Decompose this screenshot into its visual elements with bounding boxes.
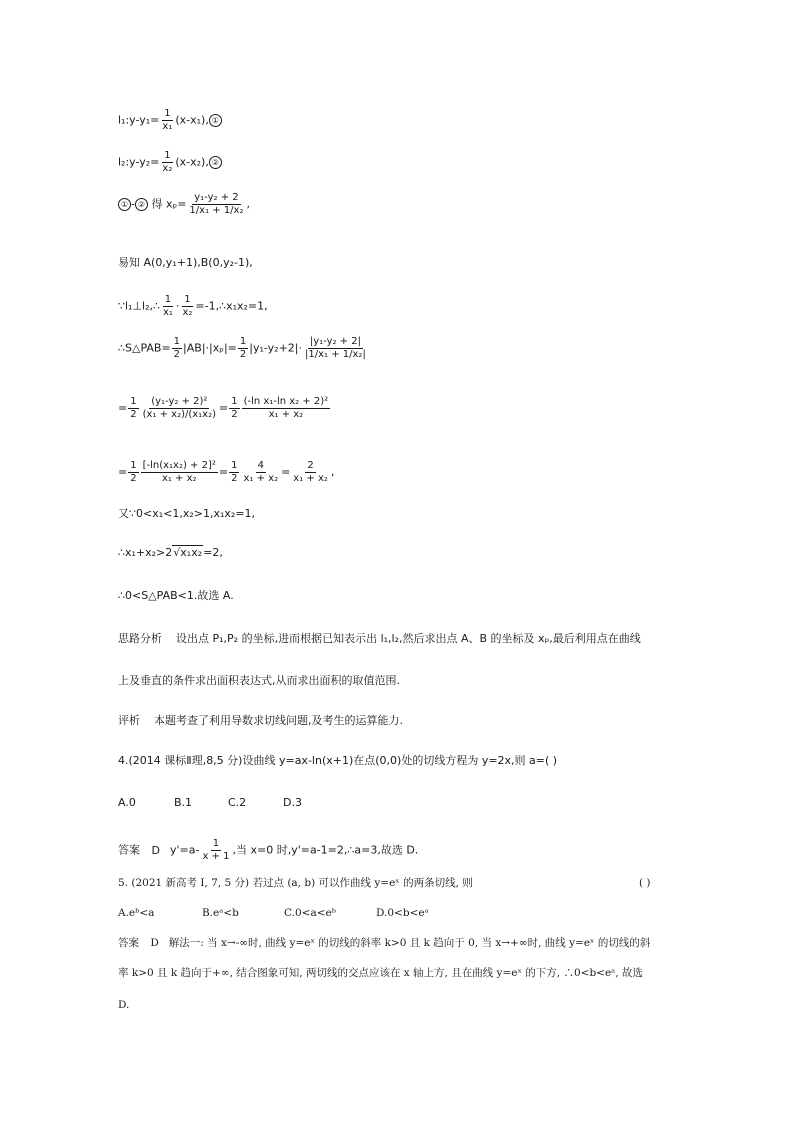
numerator: 4: [257, 460, 264, 471]
option-d: D.0<b<eᵃ: [376, 907, 429, 919]
numerator: [-ln(x₁x₂) + 2]²: [142, 460, 216, 471]
fraction: [141, 460, 218, 485]
fraction: [160, 108, 174, 133]
circled-number: ①: [118, 198, 131, 211]
numerator: (y₁-y₂ + 2)²: [151, 396, 208, 407]
eq-text: =: [118, 401, 128, 415]
denominator: |1/x₁ + 1/x₂|: [305, 349, 366, 360]
eq-text: ∴S△PAB=: [118, 341, 171, 355]
fraction: [180, 294, 194, 319]
denominator: 2: [173, 349, 181, 360]
denominator: x₁ + x₂: [293, 473, 328, 484]
eq-text: =-1,∴x₁x₂=1,: [195, 299, 268, 313]
eq-text: =2,: [203, 546, 223, 559]
area-expression: [118, 336, 369, 361]
question-5-answer-line-1: [118, 936, 650, 950]
answer-label: 答案: [118, 843, 140, 857]
eq-text: =: [118, 465, 128, 479]
option-b: B.1: [174, 796, 193, 809]
option-c: C.2: [228, 796, 247, 809]
tangent-l2-equation: [118, 150, 222, 175]
numerator: 1: [164, 294, 172, 305]
fraction: [161, 294, 175, 319]
perpendicular-condition: [118, 294, 268, 319]
fraction: [141, 396, 218, 421]
fraction: [303, 336, 368, 361]
denominator: x + 1: [202, 851, 230, 862]
eq-text: -: [131, 197, 135, 211]
numerator: 1: [231, 396, 238, 407]
eq-text: y'=a-: [169, 843, 200, 857]
analysis-text: 设出点 P₁,P₂ 的坐标,进而根据已知表示出 l₁,l₂,然后求出点 A、B 的坐标及 xₚ,最后利用点在曲线: [176, 632, 641, 645]
eq-text: l₂:y-y₂=: [118, 155, 160, 169]
conclusion: ∴0<S△PAB<1.故选 A.: [118, 589, 234, 602]
analysis-label: 思路分析: [118, 632, 162, 645]
question-5-answer-line-2: 率 k>0 且 k 趋向于+∞, 结合图象可知, 两切线的交点应该在 x 轴上方, 且在曲线 y=eˣ 的下方, ∴0<b<eᵃ, 故选: [118, 967, 643, 979]
eq-text: |AB|·|xₚ|=: [183, 341, 237, 355]
numerator: 1: [130, 396, 137, 407]
eq-text: ,: [330, 465, 335, 479]
denominator: x₂: [162, 163, 173, 174]
review-label: 评析: [118, 714, 140, 727]
question-4-options: [118, 796, 302, 810]
denominator: x₂: [182, 307, 193, 318]
option-a: A.0: [118, 796, 136, 809]
fraction: [229, 460, 239, 485]
eq-text: |y₁-y₂+2|·: [249, 341, 303, 355]
numerator: 1: [184, 294, 191, 305]
option-d: D.3: [283, 796, 302, 809]
points-ab: 易知 A(0,y₁+1),B(0,y₂-1),: [118, 256, 253, 269]
am-gm-inequality: [118, 546, 223, 560]
fraction: [128, 460, 138, 485]
fraction: [242, 396, 331, 421]
fraction: [238, 336, 248, 361]
denominator: 2: [130, 409, 137, 420]
question-4: 4.(2014 课标Ⅱ理,8,5 分)设曲线 y=ax-ln(x+1)在点(0,0)处的切线方程为 y=2x,则 a=( ): [118, 754, 558, 767]
fraction: [229, 396, 239, 421]
eq-text: ∵l₁⊥l₂,∴: [118, 299, 161, 313]
denominator: 2: [239, 349, 247, 360]
answer-choice: D: [151, 843, 160, 857]
question-5-paren: ( ): [639, 877, 651, 889]
option-a: A.eᵇ<a: [118, 907, 155, 919]
xp-equation: [118, 192, 250, 217]
fraction: [160, 150, 174, 175]
question-5: 5. (2021 新高考 Ⅰ, 7, 5 分) 若过点 (a, b) 可以作曲线 y=eˣ 的两条切线, 则: [118, 877, 473, 889]
review-text: 本题考查了利用导数求切线问题,及考生的运算能力.: [154, 714, 403, 727]
question-5-answer-line-3: D.: [118, 999, 130, 1011]
fraction: [172, 336, 182, 361]
numerator: 2: [307, 460, 314, 471]
numerator: 1: [173, 336, 181, 347]
eq-text: ,: [246, 197, 250, 211]
denominator: (x₁ + x₂)/(x₁x₂): [142, 409, 217, 420]
numerator: 1: [212, 838, 220, 849]
denominator: x₁: [162, 121, 173, 132]
eq-text: ·: [175, 299, 180, 313]
eq-text: =: [218, 465, 229, 479]
range-condition: 又∵0<x₁<1,x₂>1,x₁x₂=1,: [118, 507, 256, 520]
eq-text: (x-x₂),: [175, 155, 209, 169]
fraction: [128, 396, 138, 421]
circled-number: ①: [209, 114, 222, 127]
radicand: x₁x₂: [180, 546, 203, 559]
area-step-2: [118, 460, 334, 485]
option-c: C.0<a<eᵇ: [284, 907, 336, 919]
eq-text: ,当 x=0 时,y'=a-1=2,∴a=3,故选 D.: [232, 843, 419, 857]
fraction: [200, 838, 231, 863]
numerator: |y₁-y₂ + 2|: [309, 336, 361, 347]
numerator: 1: [130, 460, 137, 471]
square-root: √x₁x₂: [173, 546, 203, 559]
eq-text: =: [219, 401, 229, 415]
denominator: x₁ + x₂: [268, 409, 304, 420]
numerator: 1: [164, 150, 171, 161]
question-5-options: [118, 906, 429, 920]
eq-text: l₁:y-y₁=: [118, 113, 160, 127]
option-b: B.eᵃ<b: [202, 907, 239, 919]
area-step-1: [118, 396, 331, 421]
denominator: 2: [231, 473, 238, 484]
denominator: x₁ + x₂: [243, 473, 279, 484]
numerator: y₁-y₂ + 2: [194, 192, 239, 203]
fraction: [187, 192, 245, 217]
denominator: 2: [231, 409, 238, 420]
numerator: 1: [239, 336, 247, 347]
numerator: (-ln x₁-ln x₂ + 2)²: [243, 396, 329, 407]
circled-number: ②: [209, 156, 222, 169]
denominator: x₁: [163, 307, 173, 318]
numerator: 1: [231, 460, 238, 471]
denominator: 1/x₁ + 1/x₂: [189, 205, 244, 216]
numerator: 1: [164, 108, 171, 119]
tangent-l1-equation: [118, 108, 222, 133]
review: [118, 714, 403, 728]
answer-choice: D: [150, 937, 159, 949]
denominator: 2: [130, 473, 137, 484]
eq-text: =: [281, 465, 291, 479]
analysis-line-1: [118, 632, 641, 646]
answer-text: 解法一: 当 x→-∞时, 曲线 y=eˣ 的切线的斜率 k>0 且 k 趋向于 0, 当 x→+∞时, 曲线 y=eˣ 的切线的斜: [168, 937, 651, 949]
answer-label: 答案: [118, 937, 139, 949]
fraction: [241, 460, 280, 485]
eq-text: 得 xₚ=: [151, 197, 187, 211]
circled-number: ②: [135, 198, 148, 211]
question-4-answer: [118, 838, 418, 863]
analysis-line-2: 上及垂直的条件求出面积表达式,从而求出面积的取值范围.: [118, 674, 400, 687]
fraction: [291, 460, 330, 485]
denominator: x₁ + x₂: [161, 473, 197, 484]
eq-text: (x-x₁),: [175, 113, 209, 127]
eq-text: ∴x₁+x₂>2: [118, 546, 173, 559]
